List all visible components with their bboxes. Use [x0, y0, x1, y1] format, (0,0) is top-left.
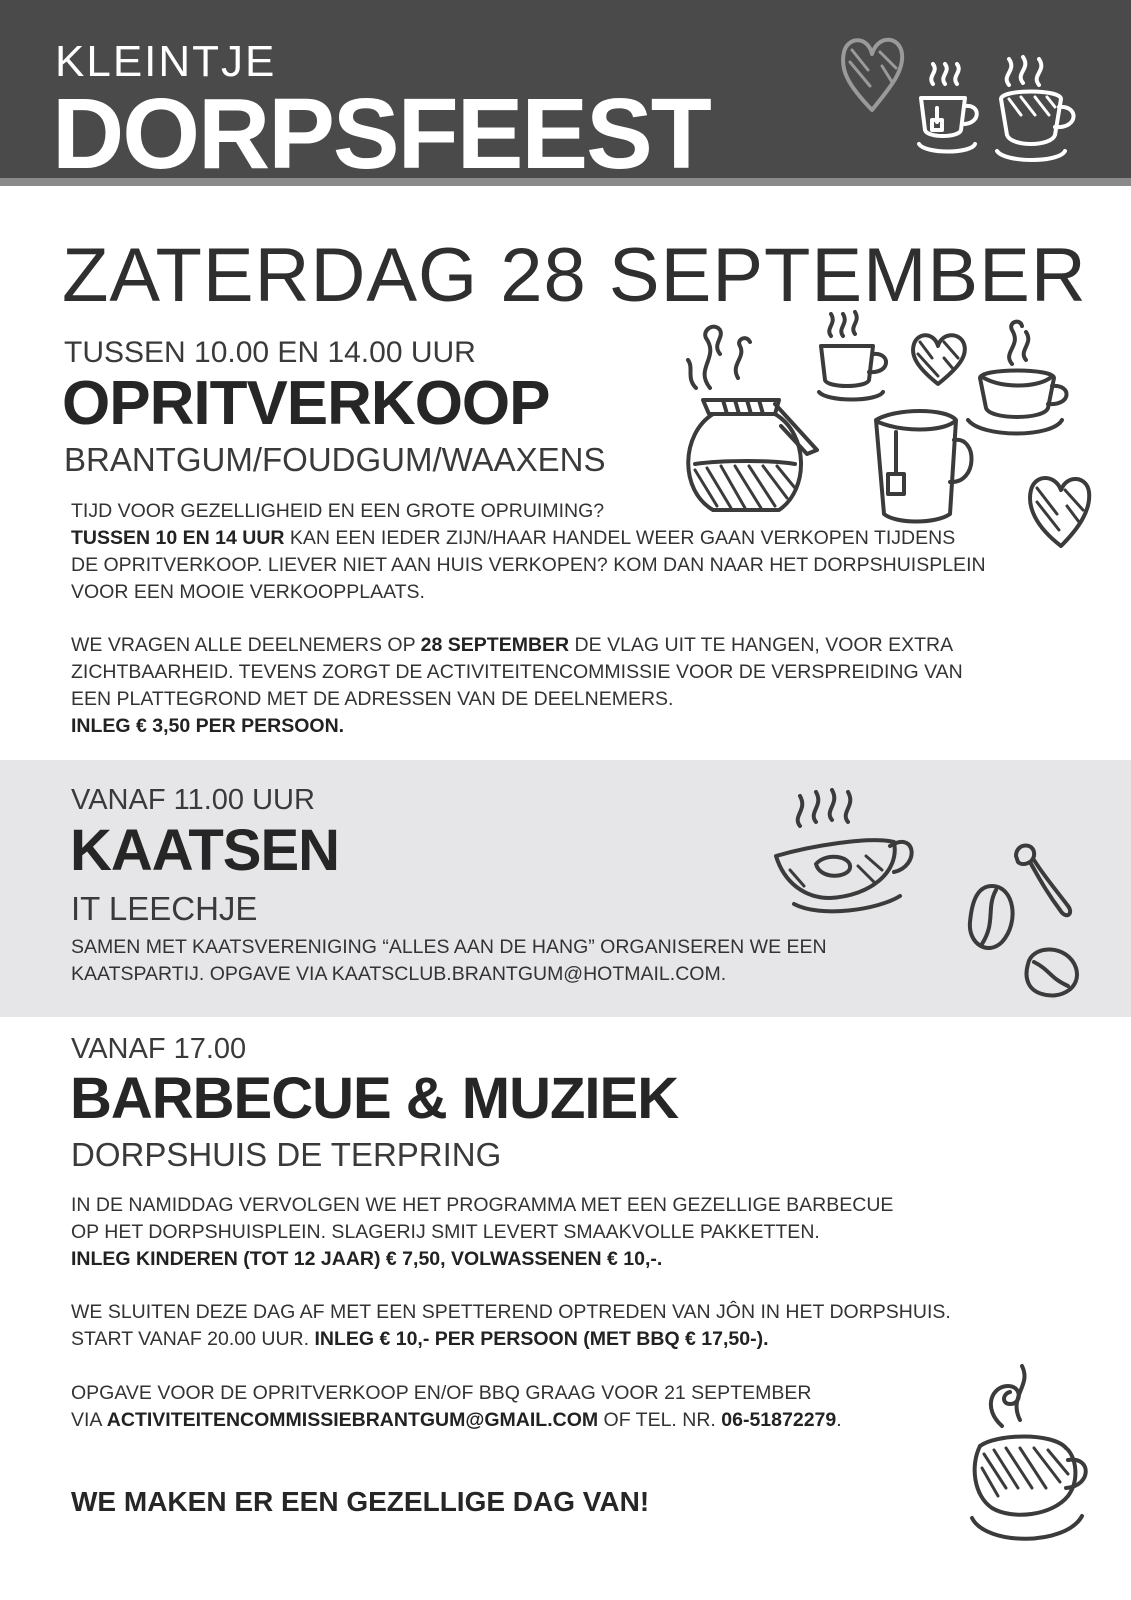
text-line: OP HET DORPSHUISPLEIN. SLAGERIJ SMIT LEVERT SMAAKVOLLE PAKKETTEN. — [71, 1221, 820, 1243]
text-line: TIJD VOOR GEZELLIGHEID EN EEN GROTE OPRUIMING? — [71, 500, 605, 522]
text-line: OPGAVE VOOR DE OPRITVERKOOP EN/OF BBQ GRAAG VOOR 21 SEPTEMBER — [71, 1382, 812, 1404]
bold-text: INLEG € 3,50 PER PERSOON. — [71, 715, 345, 737]
text-line: KAATSPARTIJ. OPGAVE VIA KAATSCLUB.BRANTGUM@HOTMAIL.COM. — [71, 963, 727, 985]
text-line: ZICHTBAARHEID. TEVENS ZORGT DE ACTIVITEITENCOMMISSIE VOOR DE VERSPREIDING VAN — [71, 661, 963, 683]
text-line: VOOR EEN MOOIE VERKOOPPLAATS. — [71, 581, 425, 603]
event2-time: VANAF 11.00 UUR — [71, 784, 315, 816]
heart-icon — [838, 30, 908, 115]
mug-icon — [866, 404, 976, 529]
text-line: DE OPRITVERKOOP. LIEVER NIET AAN HUIS VERKOPEN? KOM DAN NAAR HET DORPSHUISPLEIN — [71, 554, 986, 576]
steam-swirls-icon — [680, 318, 760, 398]
header-kicker: KLEINTJE — [55, 37, 277, 86]
bold-text: 28 SEPTEMBER — [420, 634, 570, 656]
contact-phone[interactable]: 06-51872279 — [721, 1409, 837, 1431]
text-line: SAMEN MET KAATSVERENIGING “ALLES AAN DE HANG” ORGANISEREN WE EEN — [71, 936, 827, 958]
bold-text: INLEG € 10,- PER PERSOON (MET BBQ € 17,50-). — [314, 1328, 769, 1350]
event3-time: VANAF 17.00 — [71, 1033, 247, 1065]
coffee-cup-icon — [962, 316, 1077, 441]
event2-location: IT LEECHJE — [71, 890, 258, 927]
contact-email[interactable]: ACTIVITEITENCOMMISSIEBRANTGUM@GMAIL.COM — [106, 1409, 599, 1431]
text-span: VIA — [71, 1409, 107, 1431]
text-span: WE VRAGEN ALLE DEELNEMERS OP — [71, 634, 421, 656]
bold-text: TUSSEN 10 EN 14 UUR — [71, 527, 285, 549]
event1-location: BRANTGUM/FOUDGUM/WAAXENS — [64, 441, 606, 478]
coffee-cup-icon — [995, 55, 1085, 165]
event3-name: BARBECUE & MUZIEK — [70, 1066, 679, 1131]
text-line: WE SLUITEN DEZE DAG AF MET EEN SPETTEREND OPTREDEN VAN JÔN IN HET DORPSHUIS. — [71, 1301, 951, 1323]
text-span: . — [836, 1409, 842, 1431]
header-title: DORPSFEEST — [52, 78, 710, 190]
event3-paragraph-1 — [71, 1192, 1071, 1273]
text-line — [71, 1407, 1071, 1434]
teacup-icon — [915, 62, 990, 162]
event3-paragraph-2 — [71, 1299, 1071, 1353]
coffee-bean-icon — [1020, 940, 1082, 1002]
text-line: EEN PLATTEGROND MET DE ADRESSEN VAN DE DEELNEMERS. — [71, 688, 674, 710]
text-span: OF TEL. NR. — [598, 1409, 722, 1431]
text-line: IN DE NAMIDDAG VERVOLGEN WE HET PROGRAMMA MET EEN GEZELLIGE BARBECUE — [71, 1194, 894, 1216]
coffee-cup-icon — [770, 786, 920, 921]
text-span: KAN EEN IEDER ZIJN/HAAR HANDEL WEER GAAN VERKOPEN TIJDENS — [284, 527, 956, 549]
text-line — [71, 1246, 1071, 1273]
text-line — [71, 1326, 1071, 1353]
teacup-icon — [815, 306, 900, 401]
event1-paragraph-2 — [71, 632, 1071, 740]
coffee-cup-icon — [962, 1356, 1097, 1556]
text-line — [71, 525, 1071, 552]
header-banner — [0, 0, 1131, 190]
event2-name: KAATSEN — [70, 818, 340, 883]
event-date: ZATERDAG 28 SEPTEMBER — [62, 233, 1087, 318]
coffee-pot-icon — [683, 390, 828, 520]
heart-icon — [1025, 466, 1095, 551]
bold-text: INLEG KINDEREN (TOT 12 JAAR) € 7,50, VOLWASSENEN € 10,-. — [71, 1248, 663, 1270]
closing-line: WE MAKEN ER EEN GEZELLIGE DAG VAN! — [71, 1486, 650, 1517]
event3-location: DORPSHUIS DE TERPRING — [71, 1136, 502, 1173]
heart-icon — [908, 328, 970, 388]
coffee-bean-icon — [962, 882, 1022, 952]
text-span: START VANAF 20.00 UUR. — [71, 1328, 315, 1350]
event1-time: TUSSEN 10.00 EN 14.00 UUR — [64, 336, 476, 369]
event2-paragraph — [71, 934, 971, 988]
event3-paragraph-3 — [71, 1380, 1071, 1434]
text-span: DE VLAG UIT TE HANGEN, VOOR EXTRA — [569, 634, 954, 656]
event1-name: OPRITVERKOOP — [62, 369, 550, 438]
text-line — [71, 713, 1071, 740]
text-line — [71, 632, 1071, 659]
